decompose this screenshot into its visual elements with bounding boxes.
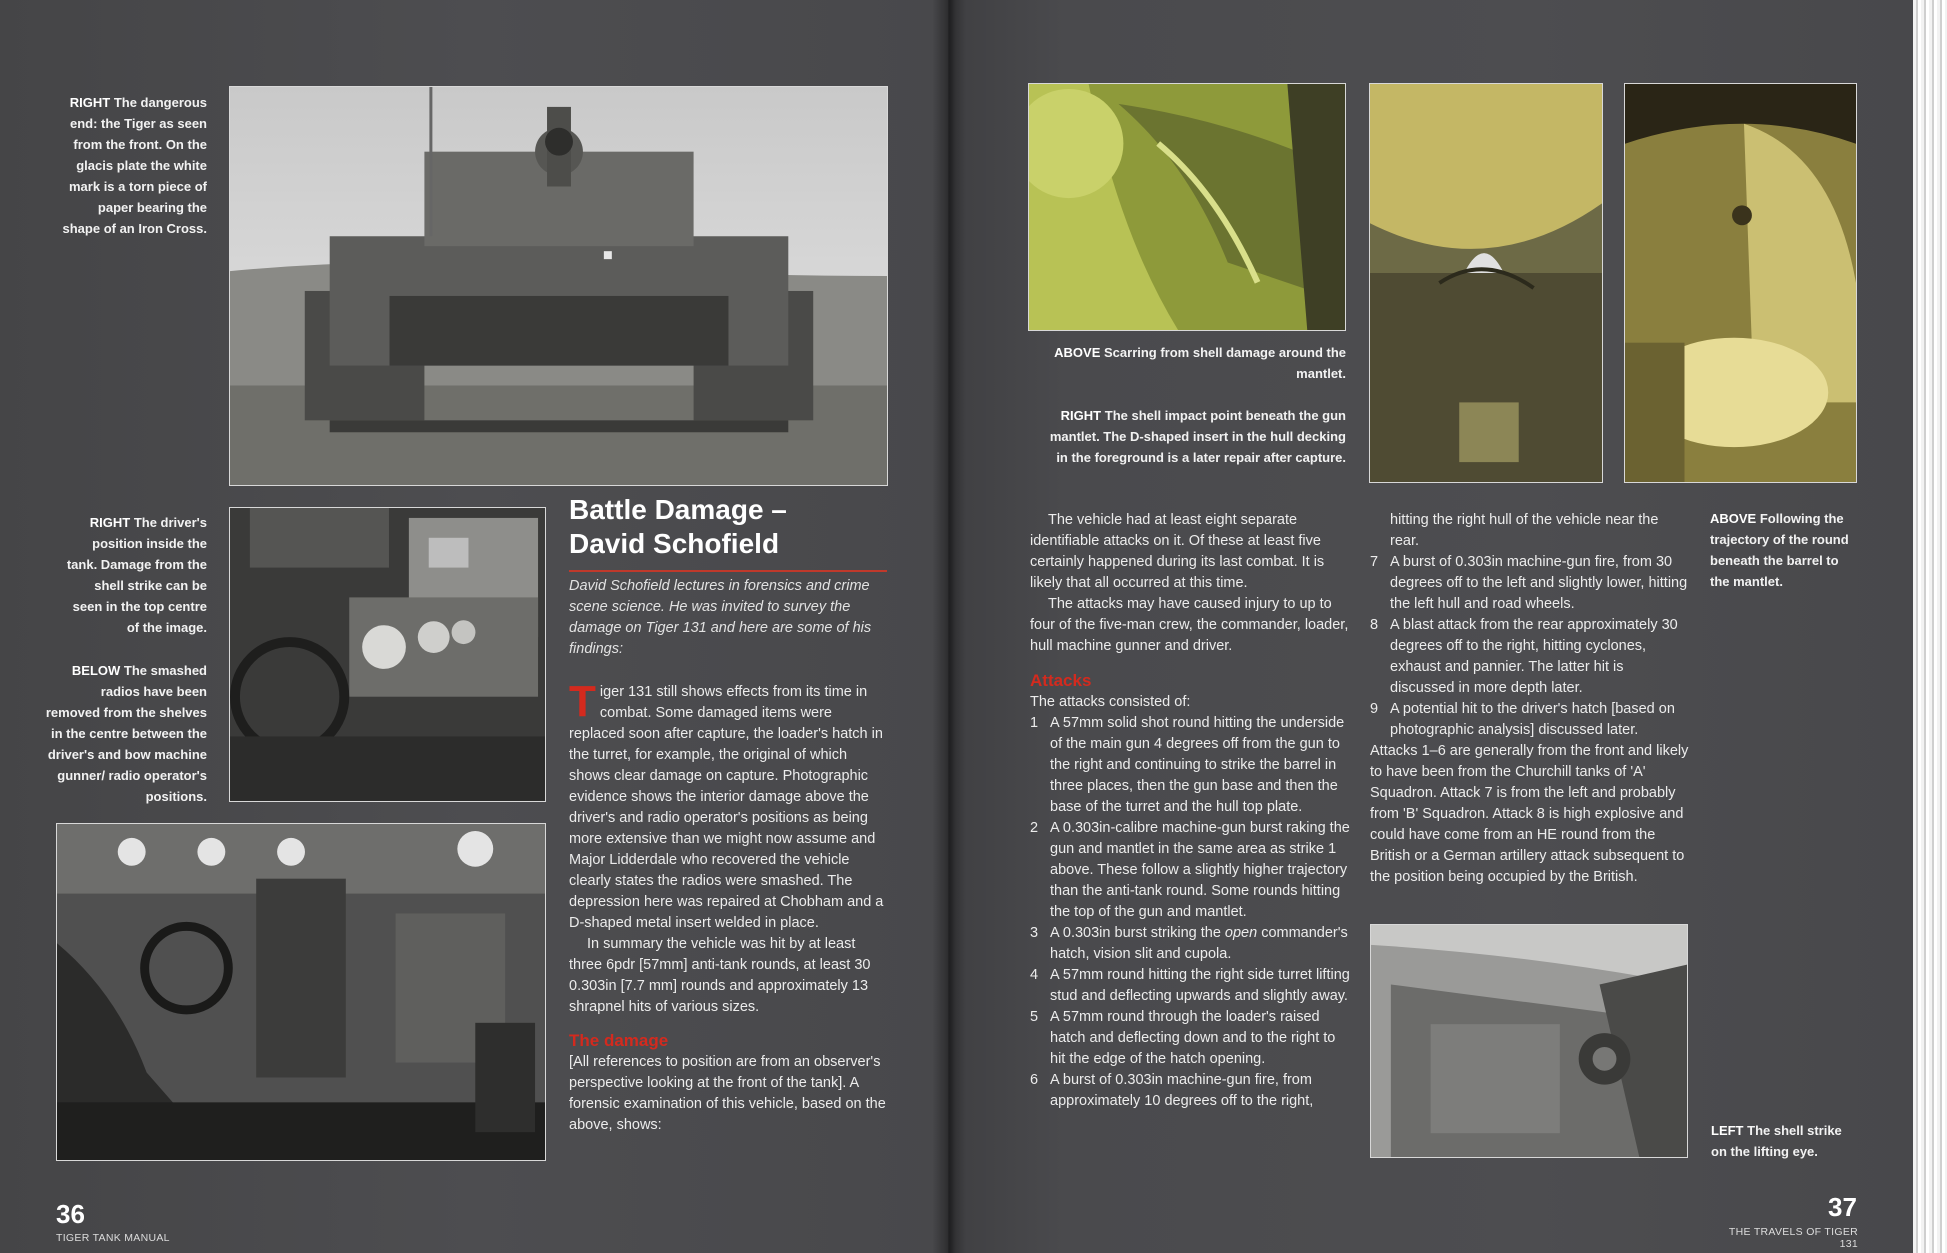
drop-cap: T: [569, 677, 596, 726]
paragraph: The vehicle had at least eight separate identifiable attacks on it. Of these at least five certainly happened during its last combat. It is likely that all occurred at this time.: [1030, 512, 1325, 591]
subhead-the-damage: The damage: [569, 1031, 669, 1050]
caption-text: The dangerous end: the Tiger as seen from the front. On the glacis plate the white mark is a torn piece of paper bearing the shape of an Iron Cross.: [62, 95, 207, 236]
photo-trajectory: [1624, 83, 1857, 483]
caption-text: The smashed radios have been removed from the shelves in the centre between the driver's and bow machine gunner/ radio operator's positions.: [45, 663, 207, 804]
article-intro: David Schofield lectures in forensics and crime scene science. He was invited to survey the damage on Tiger 131 and here are some of his findings:: [569, 578, 872, 657]
item-text: A blast attack from the rear approximately 30 degrees off to the right, hitting cyclones, exhaust and pannier. The latter hit is discussed in more depth later.: [1390, 617, 1678, 696]
item-text-italic: open: [1224, 925, 1258, 941]
photo-impact-point: [1369, 83, 1603, 483]
item-text: A 57mm round through the loader's raised hatch and deflecting down and to the right to hit the edge of the hatch opening.: [1050, 1009, 1336, 1067]
item-number: 4: [1030, 967, 1039, 983]
caption-text: Following the trajectory of the round beneath the barrel to the mantlet.: [1710, 511, 1849, 589]
item-number: 6: [1030, 1072, 1039, 1088]
item-text: A 0.303in-calibre machine-gun burst raking the gun and mantlet in the same area as strike 1 above. These follow a slightly higher trajectory than the anti-tank round. Some rounds hitting the top of the gun and mantlet.: [1050, 820, 1350, 920]
item-text: A potential hit to the driver's hatch [based on photographic analysis] discussed later.: [1390, 701, 1675, 738]
paragraph: In summary the vehicle was hit by at least three 6pdr [57mm] anti-tank rounds, at least 30 0.303in [7.7 mm] rounds and approximately 13 shrapnel hits of various sizes.: [569, 936, 871, 1015]
list-item: [1370, 699, 1690, 741]
list-item: [1370, 552, 1690, 615]
photo-lifting-eye: [1370, 924, 1688, 1158]
caption-mantlet-scarring: [1038, 342, 1346, 384]
article-title-line1: Battle Damage –: [569, 494, 787, 525]
caption-tag: RIGHT: [89, 515, 131, 530]
caption-text: The shell impact point beneath the gun mantlet. The D-shaped insert in the hull decking in the foreground is a later repair after capture.: [1049, 408, 1346, 465]
caption-tag: BELOW: [71, 663, 121, 678]
caption-text: The driver's position inside the tank. Damage from the shell strike can be seen in the top centre of the image.: [66, 515, 207, 635]
article-title-line2: David Schofield: [569, 528, 780, 559]
photo-mantlet-scarring: [1028, 83, 1346, 331]
title-rule: [569, 570, 887, 572]
item-number: 3: [1030, 925, 1039, 941]
item-text: commander's hatch, vision slit and cupola.: [1050, 925, 1348, 962]
paragraph: Attacks 1–6 are generally from the front and likely to have been from the Churchill tanks of 'A' Squadron. Attack 7 is from the left and probably from 'B' Squadron. Attack 8 is high explosive and could have come from an HE round from the British or a German artillery attack subsequent to the position being occupied by the British.: [1370, 743, 1689, 885]
item-text: A 57mm solid shot round hitting the underside of the main gun 4 degrees off from the gun to the right and continuing to strike the barrel in three places, then the gun base and then the base of the turret and the hull top plate.: [1050, 715, 1345, 815]
page-edges: [1913, 0, 1947, 1253]
item-text: A 57mm round hitting the right side turret lifting stud and deflecting upwards and slightly away.: [1050, 967, 1350, 1004]
article-body-col2: [1370, 510, 1690, 888]
item-number: 2: [1030, 820, 1039, 836]
caption-impact-point: [1038, 405, 1346, 468]
photo-radio-position: [56, 823, 546, 1161]
caption-tag: ABOVE: [1054, 345, 1101, 360]
list-item: [1030, 923, 1350, 965]
caption-radios: [44, 660, 207, 807]
list-item: [1030, 965, 1350, 1007]
item-number: 1: [1030, 715, 1039, 731]
item-number: 5: [1030, 1009, 1039, 1025]
paragraph: hitting the right hull of the vehicle near the rear.: [1390, 512, 1659, 549]
article-body-left: [569, 677, 889, 1136]
running-title: TIGER TANK MANUAL: [56, 1232, 170, 1244]
caption-text: The shell strike on the lifting eye.: [1711, 1123, 1842, 1159]
item-text: A burst of 0.303in machine-gun fire, from approximately 10 degrees off to the right,: [1050, 1072, 1314, 1109]
running-title: THE TRAVELS OF TIGER 131: [1728, 1226, 1858, 1250]
item-number: 9: [1370, 701, 1379, 717]
caption-tag: RIGHT: [69, 95, 111, 110]
spine-shadow: [932, 0, 966, 1253]
caption-tag: RIGHT: [1060, 408, 1102, 423]
paragraph: [All references to position are from an observer's perspective looking at the front of the tank]. A forensic examination of this vehicle, based on the above, shows:: [569, 1054, 886, 1133]
caption-lifting-eye: [1711, 1120, 1861, 1162]
caption-tag: LEFT: [1711, 1123, 1744, 1138]
list-item: [1030, 1070, 1350, 1112]
photo-tiger-front: [229, 86, 888, 486]
page-number: 36: [56, 1199, 85, 1229]
caption-text: Scarring from shell damage around the mantlet.: [1104, 345, 1346, 381]
paragraph: [569, 677, 889, 934]
caption-tag: ABOVE: [1710, 511, 1757, 526]
article-title: [569, 493, 889, 561]
article-body-col1: [1030, 510, 1350, 1112]
left-page: [0, 0, 948, 1253]
caption-trajectory: [1710, 508, 1860, 592]
list-item: [1030, 1007, 1350, 1070]
page-number: 37: [1828, 1192, 1857, 1222]
subhead-attacks: Attacks: [1030, 671, 1092, 690]
paragraph-text: iger 131 still shows effects from its time in combat. Some damaged items were replaced soon after capture, the loader's hatch in the turret, for example, the original of which shows clear damage on capture. Photographic evidence shows the interior damage above the driver's and radio operator's positions as being more extensive than we might now assume and Major Lidderdale who recovered the vehicle clearly states the radios were smashed. The depression here was repaired at Chobham and a D-shaped metal insert welded in place.: [569, 684, 884, 931]
caption-driver-position: [62, 512, 207, 638]
paragraph: The attacks consisted of:: [1030, 694, 1191, 710]
list-item: [1030, 713, 1350, 818]
attacks-list: [1030, 713, 1350, 1112]
item-number: 7: [1370, 554, 1379, 570]
photo-driver-position: [229, 507, 546, 802]
item-text: A burst of 0.303in machine-gun fire, from 30 degrees off to the left and slightly lower, hitting the left hull and road wheels.: [1390, 554, 1688, 612]
item-number: 8: [1370, 617, 1379, 633]
caption-tank-front: [62, 92, 207, 239]
list-item: [1370, 615, 1690, 699]
attacks-list-continued: [1370, 552, 1690, 741]
item-text: A 0.303in burst striking the: [1050, 925, 1225, 941]
right-page: [948, 0, 1913, 1253]
paragraph: The attacks may have caused injury to up to four of the five-man crew, the commander, loader, hull machine gunner and driver.: [1030, 596, 1349, 654]
list-item: [1030, 818, 1350, 923]
